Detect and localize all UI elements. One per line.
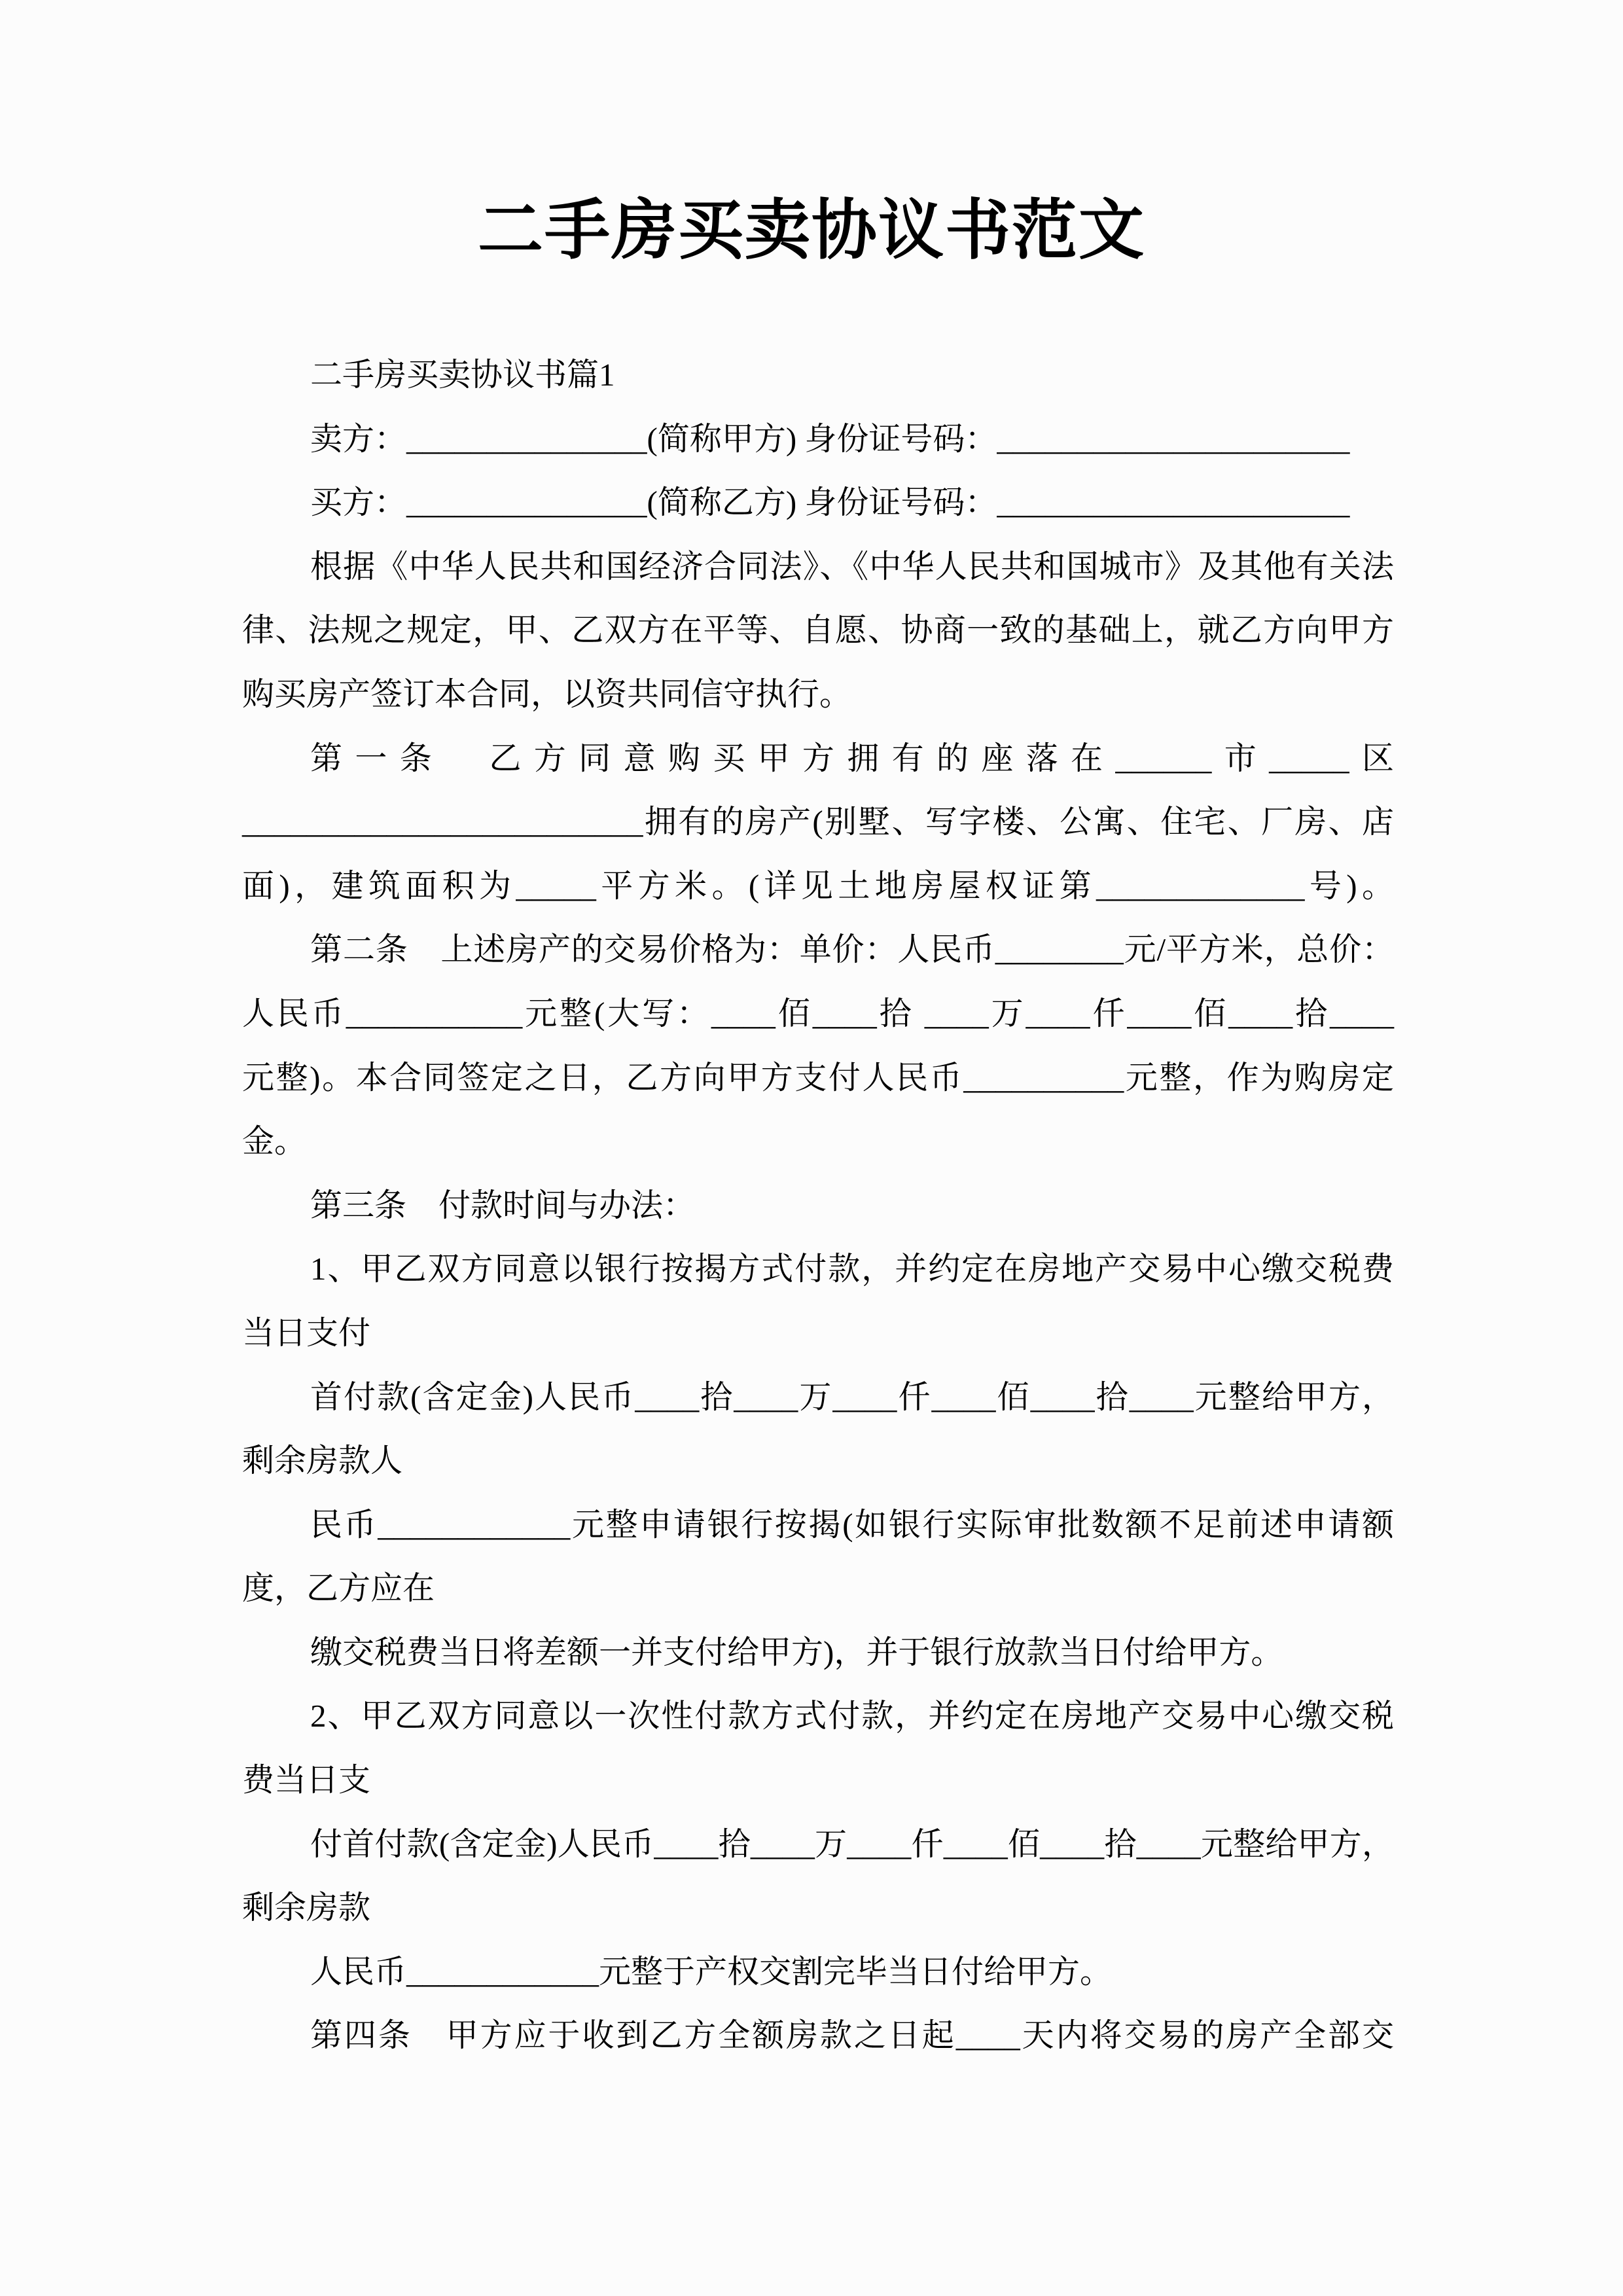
text-line: 根据《中华人民共和国经济合同法》、《中华人民共和国城市》及其他有关法 bbox=[310, 548, 1394, 584]
text-line: 金。 bbox=[242, 1123, 307, 1160]
text-line: 第一条 乙方同意购买甲方拥有的座落在______市_____区 bbox=[310, 740, 1394, 776]
document-title: 二手房买卖协议书范文 bbox=[478, 194, 1145, 267]
text-line: 首付款(含定金)人民币____拾____万____仟____佰____拾____元整给甲方， bbox=[310, 1378, 1394, 1415]
text-line: 剩余房款人 bbox=[242, 1443, 403, 1479]
text-line: 买方：_______________(简称乙方) 身份证号码：______________________ bbox=[310, 484, 1350, 521]
text-line: 剩余房款 bbox=[242, 1890, 371, 1926]
text-line: 1、甲乙双方同意以银行按揭方式付款，并约定在房地产交易中心缴交税费 bbox=[310, 1251, 1394, 1287]
text-line: 付首付款(含定金)人民币____拾____万____仟____佰____拾____元整给甲方， bbox=[310, 1825, 1394, 1862]
text-line: 缴交税费当日将差额一并支付给甲方)，并于银行放款当日付给甲方。 bbox=[310, 1634, 1283, 1670]
text-line: 二手房买卖协议书篇1 bbox=[310, 357, 615, 393]
text-line: 第三条 付款时间与办法： bbox=[310, 1187, 696, 1223]
text-line: 第四条 甲方应于收到乙方全额房款之日起____天内将交易的房产全部交 bbox=[310, 2017, 1394, 2054]
text-line: 人民币___________元整(大写：____佰____拾 ____万____仟____佰____拾____ bbox=[242, 995, 1394, 1031]
text-line: 2、甲乙双方同意以一次性付款方式付款，并约定在房地产交易中心缴交税 bbox=[310, 1698, 1394, 1734]
document-body bbox=[242, 343, 1394, 2068]
text-line: 度，乙方应在 bbox=[242, 1570, 435, 1607]
text-line: 当日支付 bbox=[242, 1314, 371, 1351]
text-line: 民币____________元整申请银行按揭(如银行实际审批数额不足前述申请额 bbox=[310, 1506, 1394, 1543]
text-line: 人民币____________元整于产权交割完毕当日付给甲方。 bbox=[310, 1953, 1113, 1990]
text-line: 费当日支 bbox=[242, 1762, 371, 1799]
text-line: 元整)。本合同签定之日，乙方向甲方支付人民币__________元整，作为购房定 bbox=[242, 1059, 1394, 1096]
text-line: 面)，建筑面积为_____平方米。(详见土地房屋权证第_____________号)。 bbox=[242, 867, 1394, 904]
text-line: 购买房产签订本合同，以资共同信守执行。 bbox=[242, 675, 852, 712]
text-line: 第二条 上述房产的交易价格为：单价：人民币________元/平方米，总价： bbox=[310, 931, 1394, 968]
text-line: _________________________拥有的房产(别墅、写字楼、公寓、住宅、厂房、店 bbox=[242, 804, 1394, 840]
text-line: 律、法规之规定，甲、乙双方在平等、自愿、协商一致的基础上，就乙方向甲方 bbox=[242, 612, 1394, 649]
text-line: 卖方：_______________(简称甲方) 身份证号码：______________________ bbox=[310, 420, 1350, 457]
